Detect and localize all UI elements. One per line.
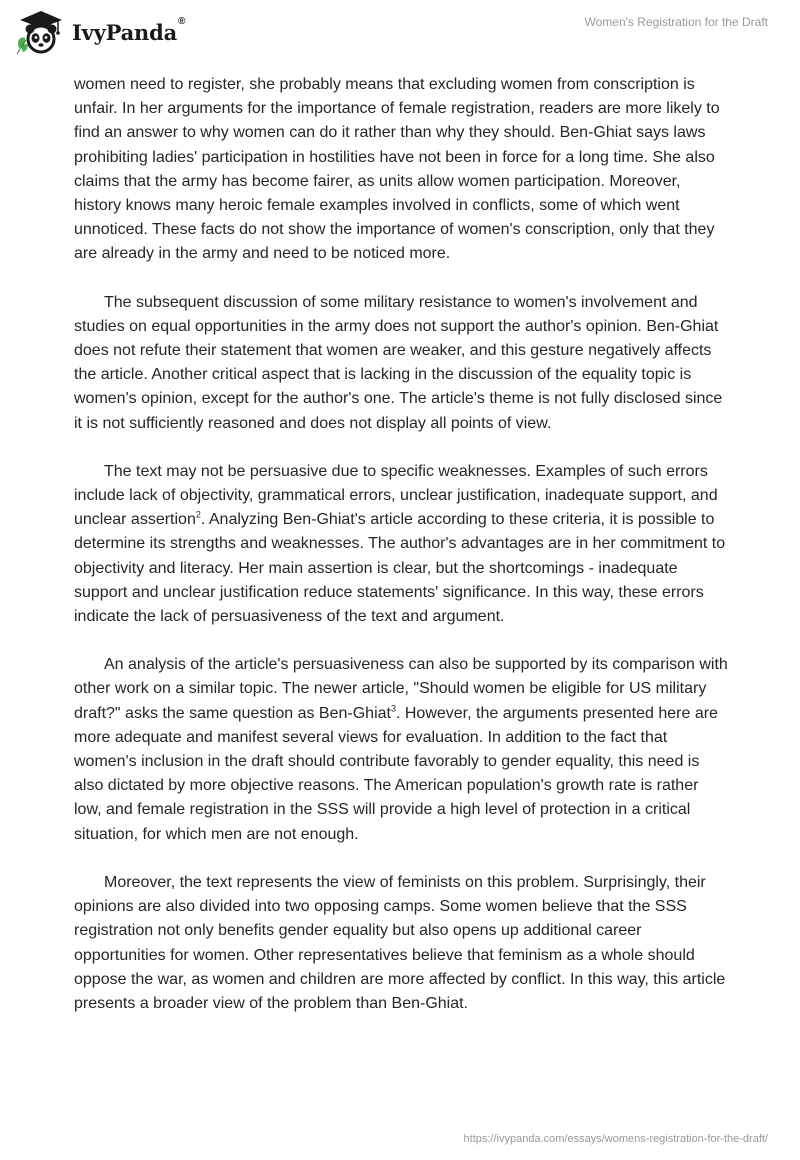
paragraph-4 [74,653,730,847]
essay-body [74,73,730,1040]
paragraph-1: women need to register, she probably means that excluding women from conscription is unfair. In her arguments for the importance of female registration, readers are more likely to find an answer to why women can do it rather than why they should. Ben-Ghiat says laws prohibiting ladies' participation in hostilities have not been in force for a long time. She also claims that the army has become fairer, as units allow women participation. Moreover, history knows many heroic female examples involved in conflicts, some of which went unnoticed. These facts do not show the importance of women's conscription, only that they are already in the army and need to be noticed more. [74,76,720,263]
document-title: Women's Registration for the Draft [584,15,768,29]
footnote-ref-2[interactable]: 2 [195,509,201,520]
logo-text [72,15,186,45]
registered-mark: ® [178,15,186,27]
paragraph-3 [74,460,730,629]
paragraph-4-text-a: An analysis of the article's persuasiveness can also be supported by its comparison with other work on a similar topic. The newer article, "Should women be eligible for US military draft?" asks the same question as Ben-Ghiat [74,656,728,722]
paragraph-5: Moreover, the text represents the view of feminists on this problem. Surprisingly, their opinions are also divided into two opposing camps. Some women believe that the SSS registration not only benefits gender equality but also opens up additional career opportunities for women. Other representatives believe that feminism as a whole should oppose the war, as women and children are more affected by conflict. In this way, this article presents a broader view of the problem than Ben-Ghiat. [74,873,726,1012]
paragraph-3-text-b: . Analyzing Ben-Ghiat's article according to these criteria, it is possible to determine its strengths and weaknesses. The author's advantages are in her commitment to objectivity and literacy. Her main assertion is clear, but the shortcomings - inadequate support and unclear justification reduce statements' significance. In this way, these errors indicate the lack of persuasiveness of the text and argument. [74,511,726,626]
page-header [0,0,800,64]
ivypanda-logo[interactable] [14,8,185,56]
panda-graduate-icon [14,8,66,56]
footnote-ref-3[interactable]: 3 [390,703,396,714]
source-url[interactable]: https://ivypanda.com/essays/womens-registration-for-the-draft/ [463,1133,768,1145]
logo-wordmark: IvyPanda [72,19,178,45]
paragraph-4-text-b: . However, the arguments presented here are more adequate and manifest several views for evaluation. In addition to the fact that women's inclusion in the draft should contribute favorably to gender equality, this need is also dictated by more objective reasons. The American population's growth rate is rather low, and female registration in the SSS will provide a high level of protection in a critical situation, for which men are not enough. [74,704,718,843]
paragraph-2: The subsequent discussion of some military resistance to women's involvement and studies on equal opportunities in the army does not support the author's opinion. Ben-Ghiat does not refute their statement that women are weaker, and this gesture negatively affects the article. Another critical aspect that is lacking in the discussion of the equality topic is women's opinion, except for the author's one. The article's theme is not fully disclosed since it is not sufficiently reasoned and does not display all points of view. [74,293,723,432]
paragraph-3-text-a: The text may not be persuasive due to specific weaknesses. Examples of such errors include lack of objectivity, grammatical errors, unclear justification, inadequate support, and unclear assertion [74,462,718,529]
